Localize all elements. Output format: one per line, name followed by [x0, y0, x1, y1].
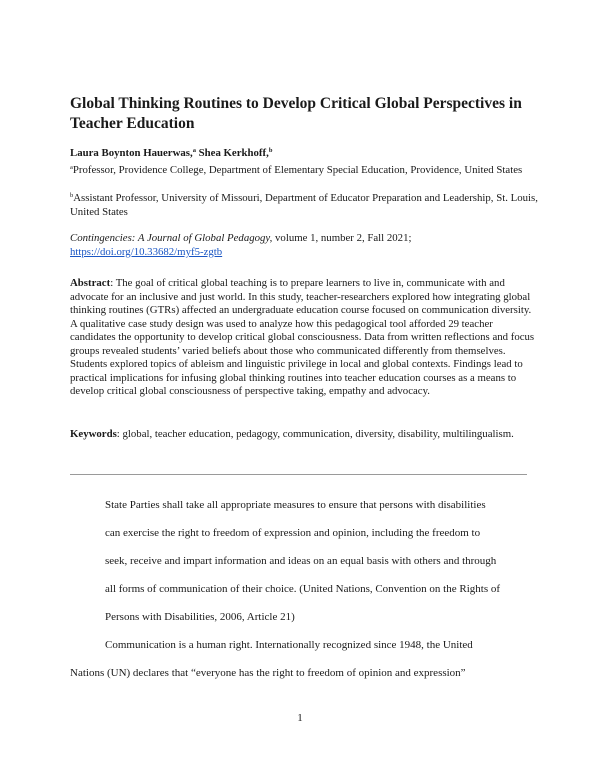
- page-number: 1: [297, 712, 303, 724]
- affiliation-text: Assistant Professor, University of Missouri, Department of Educator Preparation and Leadership, St. Louis, United States: [70, 192, 538, 218]
- citation-details: volume 1, number 2, Fall 2021;: [272, 232, 412, 244]
- affiliation-marker: a: [192, 147, 196, 154]
- block-quote-line: can exercise the right to freedom of expression and opinion, including the freedom to: [105, 527, 481, 539]
- affiliation: [70, 189, 540, 219]
- block-quote-line: seek, receive and impart information and ideas on an equal basis with others and through: [105, 555, 497, 567]
- doi-link[interactable]: https://doi.org/10.33682/myf5-zgtb: [70, 245, 223, 258]
- keywords: [70, 428, 540, 442]
- keywords-label: Keywords: [70, 428, 117, 440]
- section-divider: [70, 474, 527, 475]
- affiliation: [70, 161, 540, 178]
- author-name: Laura Boynton Hauerwas,: [70, 147, 193, 159]
- body-paragraph-line: Communication is a human right. Internationally recognized since 1948, the United: [105, 639, 473, 651]
- journal-citation: [70, 232, 540, 259]
- affiliation-marker: b: [70, 192, 74, 199]
- block-quote-line: State Parties shall take all appropriate measures to ensure that persons with disabilities: [105, 499, 486, 511]
- keywords-text: : global, teacher education, pedagogy, communication, diversity, disability, multilingualism.: [116, 428, 514, 440]
- affiliation-text: Professor, Providence College, Department of Elementary Special Education, Providence, United States: [72, 164, 523, 176]
- body-paragraph-line: Nations (UN) declares that “everyone has the right to freedom of opinion and expression”: [70, 667, 466, 679]
- paper-title: Global Thinking Routines to Develop Critical Global Perspectives in Teacher Education: [70, 95, 522, 132]
- block-quote-line: all forms of communication of their choice. (United Nations, Convention on the Rights of: [105, 583, 501, 595]
- affiliation-marker: b: [268, 147, 273, 154]
- author-name: Shea Kerkhoff,: [195, 147, 269, 159]
- abstract: [70, 277, 540, 399]
- affiliation-marker: a: [70, 164, 73, 171]
- author-line: [70, 147, 272, 159]
- journal-name: Contingencies: A Journal of Global Pedagogy,: [70, 232, 273, 244]
- abstract-label: Abstract: [70, 277, 111, 289]
- block-quote-line: Persons with Disabilities, 2006, Article 21): [105, 611, 295, 623]
- abstract-text: : The goal of critical global teaching is to prepare learners to live in, communicate with and advocate for an inclusive and just world. In this study, teacher-researchers explored how integrating global thinking routines (GTRs) affected an undergraduate education course focused on communication diversity. A qualitative case study design was used to analyze how this pedagogical tool afforded 29 teacher candidates the opportunity to develop critical global consciousness. Data from written reflections and focus groups revealed students’ varied beliefs about those who communicated differently from themselves. Students explored topics of ableism and linguistic privilege in local and global contexts. Findings lead to practical implications for infusing global thinking routines into teacher education courses as a means to develop critical global consciousness of perspective taking, empathy and advocacy.: [70, 277, 535, 398]
